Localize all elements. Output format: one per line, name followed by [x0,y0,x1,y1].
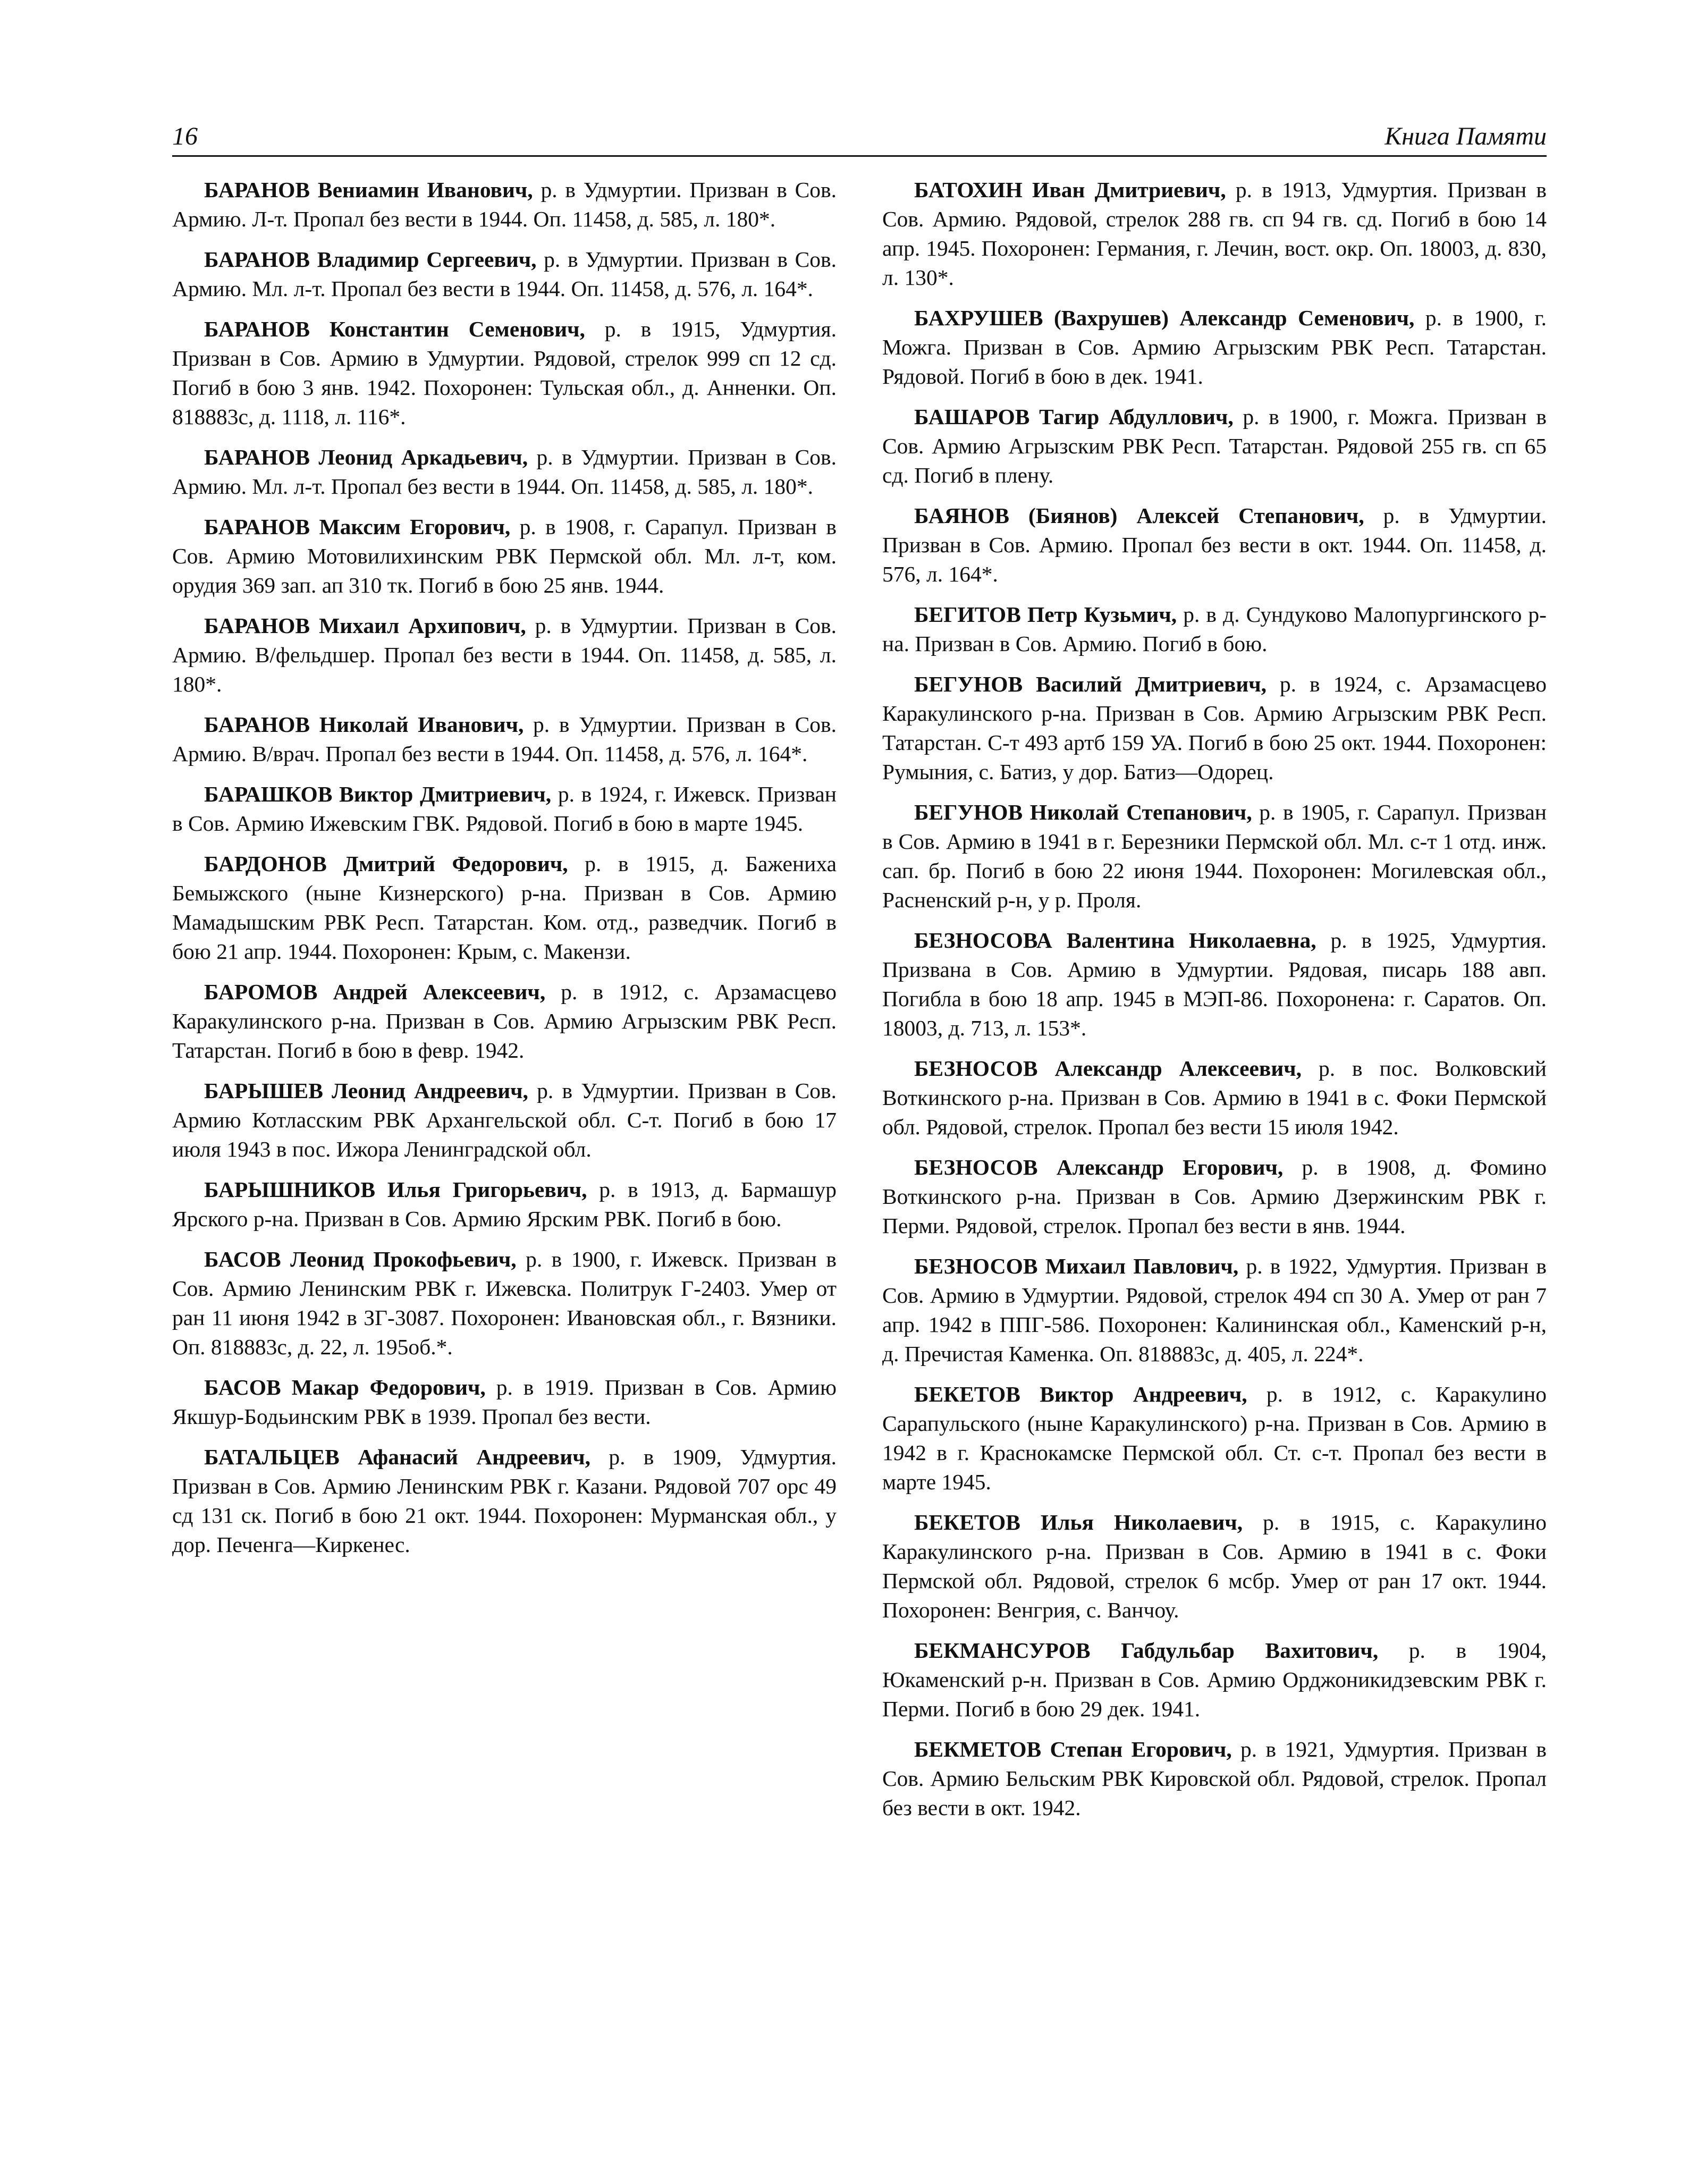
entry-name: БАРАНОВ Владимир Сергеевич, [204,247,537,272]
entry-text: р. в 1905, г. Сарапул. Призван в Сов. Армию в 1941 в г. Березники Пермской обл. Мл. с-т 1 отд. инж. сап. бр. Погиб в бою 22 июня 1944. Похоронен: Могилевская обл., Расненский р-н, у р. Проля. [882,800,1547,912]
entry-text: р. в 1912, с. Каракулино Сарапульского (ныне Каракулинского) р-на. Призван в Сов. Армию в 1942 в г. Краснокамске Пермской обл. Ст. с-т. Пропал без вести в марте 1945. [882,1382,1547,1494]
memorial-entry [882,175,1547,292]
entry-name: БАСОВ Макар Федорович, [204,1375,486,1399]
memorial-entry [882,600,1547,659]
memorial-entry [882,670,1547,787]
entry-text: р. в 1915, Удмуртия. Призван в Сов. Армию в Удмуртии. Рядовой, стрелок 999 сп 12 сд. Погиб в бою 3 янв. 1942. Похоронен: Тульская обл., д. Анненки. Оп. 818883с, д. 1118, л. 116*. [172,317,837,429]
entry-text: р. в д. Сундуково Малопургинского р-на. Призван в Сов. Армию. Погиб в бою. [882,602,1547,656]
entry-name: БЕГИТОВ Петр Кузьмич, [914,602,1177,627]
entry-name: БАРАНОВ Константин Семенович, [204,317,585,341]
memorial-entry [172,611,837,699]
entry-text: р. в 1909, Удмуртия. Призван в Сов. Армию Ленинским РВК г. Казани. Рядовой 707 орс 49 сд 131 ск. Погиб в бою 21 окт. 1944. Похоронен: Мурманская обл., у дор. Печенга—Киркенес. [172,1445,837,1557]
entry-name: БАТАЛЬЦЕВ Афанасий Андреевич, [204,1445,591,1469]
memorial-entry [882,1054,1547,1142]
memorial-entry [172,780,837,838]
entry-text: р. в 1900, г. Ижевск. Призван в Сов. Армию Ленинским РВК г. Ижевска. Политрук Г-2403. Умер от ран 11 июня 1942 в ЗГ-3087. Похоронен: Ивановская обл., г. Вязники. Оп. 818883с, д. 22, л. 195об.*. [172,1247,837,1359]
entry-text: р. в Удмуртии. Призван в Сов. Армию. В/фельдшер. Пропал без вести в 1944. Оп. 11458, д. 585, л. 180*. [172,613,837,696]
entry-name: БАРАНОВ Максим Егорович, [204,515,511,539]
memorial-entry [882,1508,1547,1625]
memorial-entry [172,315,837,432]
entry-name: БЕЗНОСОВ Александр Алексеевич, [914,1056,1302,1081]
entry-name: БАШАРОВ Тагир Абдуллович, [914,404,1234,429]
memorial-entry [172,1245,837,1362]
memorial-entry [882,402,1547,490]
entry-name: БАЯНОВ (Биянов) Алексей Степанович, [914,503,1364,528]
memorial-entry [172,443,837,501]
entry-name: БАРАНОВ Леонид Аркадьевич, [204,445,528,469]
entry-name: БЕКЕТОВ Илья Николаевич, [914,1510,1243,1534]
entry-name: БЕГУНОВ Николай Степанович, [914,800,1252,824]
entry-text: р. в 1913, д. Бармашур Ярского р-на. Призван в Сов. Армию Ярским РВК. Погиб в бою. [172,1177,837,1231]
page-header [172,113,1547,157]
entry-text: р. в 1915, с. Каракулино Каракулинского р-на. Призван в Сов. Армию в 1941 в с. Фоки Пермской обл. Рядовой, стрелок 6 мсбр. Умер от ран 17 окт. 1944. Похоронен: Венгрия, с. Ванчоу. [882,1510,1547,1622]
entry-name: БЕЗНОСОВА Валентина Николаевна, [914,928,1316,952]
right-column [882,175,1547,1834]
entry-text: р. в пос. Волковский Воткинского р-на. Призван в Сов. Армию в 1941 в с. Фоки Пермской обл. Рядовой, стрелок. Пропал без вести 15 июля 1942. [882,1056,1547,1139]
entry-name: БЕЗНОСОВ Александр Егорович, [914,1155,1284,1179]
book-title: Книга Памяти [1384,122,1547,150]
entry-text: р. в 1922, Удмуртия. Призван в Сов. Армию в Удмуртии. Рядовой, стрелок 494 сп 30 А. Умер от ран 7 апр. 1942 в ППГ-586. Похоронен: Калининская обл., Каменский р-н, д. Пречистая Каменка. Оп. 818883с, д. 405, л. 224*. [882,1254,1547,1366]
entry-text: р. в 1924, г. Ижевск. Призван в Сов. Армию Ижевским ГВК. Рядовой. Погиб в бою в марте 1945. [172,782,837,836]
entry-name: БАРАНОВ Вениамин Иванович, [204,178,533,202]
entry-text: р. в 1900, г. Можга. Призван в Сов. Армию Агрызским РВК Респ. Татарстан. Рядовой. Погиб в бою в дек. 1941. [882,306,1547,389]
entry-text: р. в Удмуртии. Призван в Сов. Армию. Мл. л-т. Пропал без вести в 1944. Оп. 11458, д. 585, л. 180*. [172,445,837,499]
entry-text: р. в 1919. Призван в Сов. Армию Якшур-Бодьинским РВК в 1939. Пропал без вести. [172,1375,837,1429]
memorial-entry [882,303,1547,391]
memorial-entry [882,926,1547,1043]
memorial-entry [882,1153,1547,1241]
entry-name: БАРОМОВ Андрей Алексеевич, [204,980,546,1004]
entry-name: БАРАНОВ Николай Иванович, [204,712,524,737]
memorial-entry [172,175,837,234]
entry-text: р. в Удмуртии. Призван в Сов. Армию. Мл. л-т. Пропал без вести в 1944. Оп. 11458, д. 576, л. 164*. [172,247,837,301]
memorial-entry [172,849,837,966]
entry-text: р. в 1900, г. Можга. Призван в Сов. Армию Агрызским РВК Респ. Татарстан. Рядовой 255 гв. сп 65 сд. Погиб в плену. [882,404,1547,487]
entry-text: р. в 1904, Юкаменский р-н. Призван в Сов. Армию Орджоникидзевским РВК г. Перми. Погиб в бою 29 дек. 1941. [882,1638,1547,1721]
entry-name: БЕЗНОСОВ Михаил Павлович, [914,1254,1239,1278]
memorial-entry [172,1373,837,1431]
entry-name: БЕКМЕТОВ Степан Егорович, [914,1737,1232,1761]
entry-text: р. в Удмуртии. Призван в Сов. Армию. В/врач. Пропал без вести в 1944. Оп. 11458, д. 576, л. 164*. [172,712,837,766]
entry-text: р. в Удмуртии. Призван в Сов. Армию. Л-т. Пропал без вести в 1944. Оп. 11458, д. 585, л. 180*. [172,178,837,231]
memorial-entry [172,245,837,303]
memorial-entry [882,798,1547,915]
entry-text: р. в 1908, д. Фомино Воткинского р-на. Призван в Сов. Армию Дзержинским РВК г. Перми. Рядовой, стрелок. Пропал без вести в янв. 1944. [882,1155,1547,1238]
memorial-entry [882,1252,1547,1369]
memorial-entry [172,977,837,1065]
entry-text: р. в Удмуртии. Призван в Сов. Армию Котласским РВК Архангельской обл. С-т. Погиб в бою 17 июля 1943 в пос. Ижора Ленинградской обл. [172,1078,837,1161]
entry-text: р. в 1915, д. Бажениха Бемыжского (ныне Кизнерского) р-на. Призван в Сов. Армию Мамадышским РВК Респ. Татарстан. Ком. отд., разведчик. Погиб в бою 21 апр. 1944. Похоронен: Крым, с. Макензи. [172,851,837,964]
memorial-entry [172,1443,837,1559]
entry-name: БАРЫШЕВ Леонид Андреевич, [204,1078,528,1103]
entry-name: БАТОХИН Иван Дмитриевич, [914,178,1226,202]
entry-text: р. в 1924, с. Арзамасцево Каракулинского р-на. Призван в Сов. Армию Агрызским РВК Респ. Татарстан. С-т 493 артб 159 УА. Погиб в бою 25 окт. 1944. Похоронен: Румыния, с. Батиз, у дор. Батиз—Одорец. [882,672,1547,784]
entry-name: БЕКЕТОВ Виктор Андреевич, [914,1382,1247,1406]
memorial-entry [882,1380,1547,1497]
left-column [172,175,837,1571]
entry-text: р. в 1912, с. Арзамасцево Каракулинского р-на. Призван в Сов. Армию Агрызским РВК Респ. Татарстан. Погиб в бою в февр. 1942. [172,980,837,1063]
entry-text: р. в 1913, Удмуртия. Призван в Сов. Армию. Рядовой, стрелок 288 гв. сп 94 гв. сд. Погиб в бою 14 апр. 1945. Похоронен: Германия, г. Лечин, вост. окр. Оп. 18003, д. 830, л. 130*. [882,178,1547,290]
memorial-entry [172,1175,837,1234]
entry-text: р. в 1908, г. Сарапул. Призван в Сов. Армию Мотовилихинским РВК Пермской обл. Мл. л-т, ком. орудия 369 зап. ап 310 тк. Погиб в бою 25 янв. 1944. [172,515,837,597]
entry-name: БАРАНОВ Михаил Архипович, [204,613,526,638]
memorial-entry [172,710,837,769]
memorial-entry [882,501,1547,589]
entry-name: БЕКМАНСУРОВ Габдульбар Вахитович, [914,1638,1379,1663]
memorial-entry [172,512,837,600]
entry-name: БАРДОНОВ Дмитрий Федорович, [204,851,568,876]
entry-text: р. в 1921, Удмуртия. Призван в Сов. Армию Бельским РВК Кировской обл. Рядовой, стрелок. Пропал без вести в окт. 1942. [882,1737,1547,1820]
entry-name: БЕГУНОВ Василий Дмитриевич, [914,672,1267,696]
entry-text: р. в Удмуртии. Призван в Сов. Армию. Пропал без вести в окт. 1944. Оп. 11458, д. 576, л. 164*. [882,503,1547,586]
page-number: 16 [172,122,198,150]
entry-name: БАСОВ Леонид Прокофьевич, [204,1247,517,1271]
entry-name: БАРАШКОВ Виктор Дмитриевич, [204,782,552,806]
entry-name: БАХРУШЕВ (Вахрушев) Александр Семенович, [914,306,1415,330]
memorial-entry [882,1735,1547,1823]
memorial-entry [882,1636,1547,1724]
entry-name: БАРЫШНИКОВ Илья Григорьевич, [204,1177,587,1202]
memorial-entry [172,1076,837,1164]
entry-text: р. в 1925, Удмуртия. Призвана в Сов. Армию в Удмуртии. Рядовая, писарь 188 авп. Погибла в бою 18 апр. 1945 в МЭП-86. Похоронена: г. Саратов. Оп. 18003, д. 713, л. 153*. [882,928,1547,1040]
